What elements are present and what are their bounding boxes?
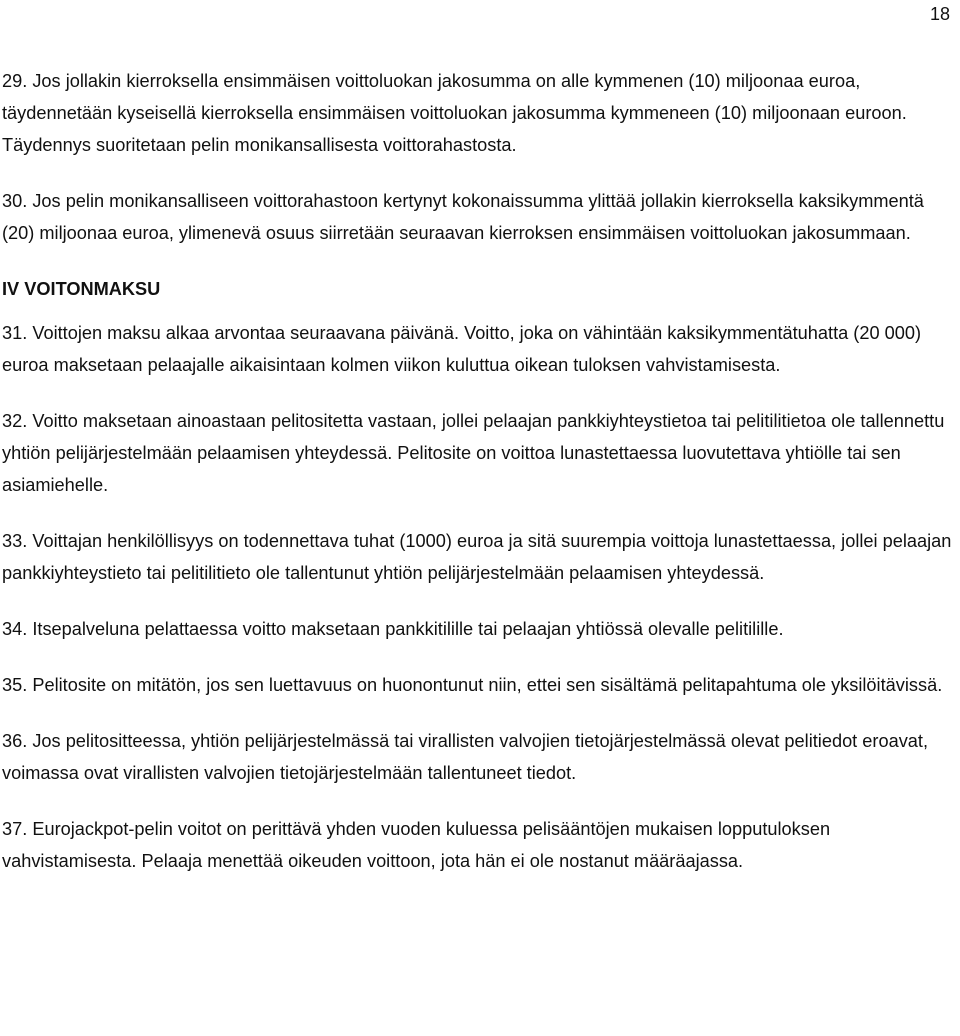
paragraph-36: 36. Jos pelitositteessa, yhtiön pelijärjestelmässä tai virallisten valvojien tietojärjestelmässä olevat pelitiedot eroavat, voimassa ovat virallisten valvojien tietojärjestelmään tallentuneet tiedot.: [2, 731, 929, 783]
page-number: 18: [929, 4, 950, 24]
section-heading: IV VOITONMAKSU: [2, 279, 161, 299]
paragraph-32: 32. Voitto maksetaan ainoastaan pelitositetta vastaan, jollei pelaajan pankkiyhteystietoa tai pelitilitietoa ole tallennettu yhtiön pelijärjestelmään pelaamisen yhteydessä. Pelitosite on voittoa lunastettaessa luovutettava yhtiölle tai sen asiamiehelle.: [2, 411, 945, 495]
paragraph-33: 33. Voittajan henkilöllisyys on todennettava tuhat (1000) euroa ja sitä suurempia voittoja lunastettaessa, jollei pelaajan pankkiyhteystieto tai pelitilitieto ole tallentunut yhtiön pelijärjestelmään pelaamisen yhteydessä.: [2, 531, 952, 583]
paragraph-30: 30. Jos pelin monikansalliseen voittorahastoon kertynyt kokonaissumma ylittää jollakin kierroksella kaksikymmentä (20) miljoonaa euroa, ylimenevä osuus siirretään seuraavan kierroksen ensimmäisen voittoluokan jakosummaan.: [2, 191, 924, 243]
paragraph-34: 34. Itsepalveluna pelattaessa voitto maksetaan pankkitilille tai pelaajan yhtiössä olevalle pelitilille.: [2, 619, 784, 639]
paragraph-37: 37. Eurojackpot-pelin voitot on perittävä yhden vuoden kuluessa pelisääntöjen mukaisen lopputuloksen vahvistamisesta. Pelaaja menettää oikeuden voittoon, jota hän ei ole nostanut määräajassa.: [2, 819, 831, 871]
paragraph-35: 35. Pelitosite on mitätön, jos sen luettavuus on huonontunut niin, ettei sen sisältämä pelitapahtuma ole yksilöitävissä.: [2, 675, 943, 695]
paragraph-29: 29. Jos jollakin kierroksella ensimmäisen voittoluokan jakosumma on alle kymmenen (10) miljoonaa euroa, täydennetään kyseisellä kierroksella ensimmäisen voittoluokan jakosumma kymmeneen (10) miljoonaan euroon. Täydennys suoritetaan pelin monikansallisesta voittorahastosta.: [2, 71, 907, 155]
document-body: [2, 65, 952, 901]
paragraph-31: 31. Voittojen maksu alkaa arvontaa seuraavana päivänä. Voitto, joka on vähintään kaksikymmentätuhatta (20 000) euroa maksetaan pelaajalle aikaisintaan kolmen viikon kuluttua oikean tuloksen vahvistamisesta.: [2, 323, 922, 375]
